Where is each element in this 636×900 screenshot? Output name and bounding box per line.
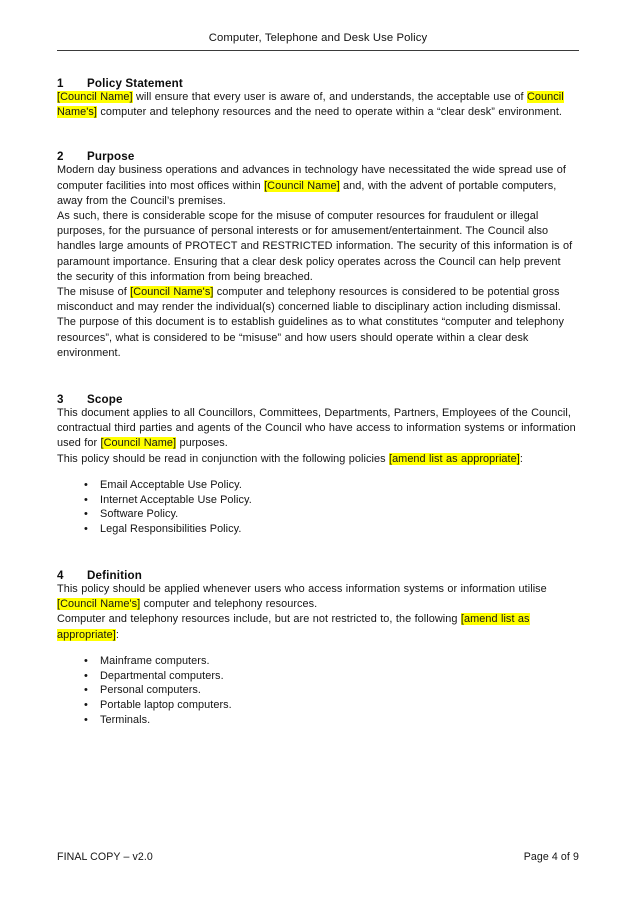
paragraph-text: This policy should be applied whenever users who access information systems or information utilise: [57, 583, 547, 596]
highlight-amend-list: [amend list as appropriate]: [57, 613, 530, 641]
list-item-label: Software Policy.: [100, 508, 179, 521]
document-body: [57, 32, 579, 900]
header-divider: [57, 50, 579, 51]
list-item-label: Mainframe computers.: [100, 654, 210, 667]
list-item-label: Portable laptop computers.: [100, 699, 232, 712]
list-item-label: Departmental computers.: [100, 669, 224, 682]
highlight-council-name: [Council Name]: [264, 179, 340, 192]
list-item-label: Internet Acceptable Use Policy.: [100, 493, 252, 506]
list-item-label: Legal Responsibilities Policy.: [100, 523, 242, 536]
bullet-icon: •: [84, 523, 88, 536]
list-item: [57, 713, 579, 728]
list-item: [57, 654, 579, 669]
page-footer: [57, 851, 579, 863]
heading-title-4: Definition: [87, 569, 142, 583]
paragraph-text: computer and telephony resources.: [140, 598, 318, 611]
paragraph-text: This policy should be read in conjunction with the following policies: [57, 452, 389, 465]
heading-scope: [57, 393, 579, 406]
paragraph-text: This document applies to all Councillors, Committees, Departments, Partners, Employees of the Council, contractual third parties and agents of the Council who have access to information systems or information used for: [57, 407, 576, 450]
paragraph-purpose-2: As such, there is considerable scope for the misuse of computer resources for fraudulent or illegal purposes, for the pursuance of personal interests or for amusement/entertainment. The Council also handles large amounts of PROTECT and RESTRICTED information. The security of this information is of paramount importance. Ensuring that a clear desk policy operates across the Council can help prevent the security of this information from being breached.: [57, 210, 573, 283]
paragraph-purpose-4: The purpose of this document is to establish guidelines as to what constitutes “computer and telephony resources”, what is considered to be “misuse” and how users should operate within a clear desk environment.: [57, 316, 565, 359]
paragraph-definition-1: [57, 582, 579, 612]
page-header-title: Computer, Telephone and Desk Use Policy: [208, 32, 428, 44]
list-item: [57, 522, 579, 537]
bullet-icon: •: [84, 684, 88, 697]
paragraph-text: computer and telephony resources and the need to operate within a “clear desk” environment.: [97, 106, 563, 119]
highlight-council-names: [Council Name's]: [130, 286, 214, 299]
resources-list: [57, 654, 579, 728]
list-item: [57, 507, 579, 522]
bullet-icon: •: [84, 508, 88, 521]
heading-number-4: 4: [57, 569, 64, 583]
list-item-label: Terminals.: [100, 714, 151, 727]
bullet-icon: •: [84, 493, 88, 506]
highlight-council-names: Council Name's]: [57, 91, 564, 119]
heading-title-1: Policy Statement: [87, 77, 183, 90]
list-item: [57, 698, 579, 713]
list-item: [57, 478, 579, 493]
highlight-council-name: [Council Name]: [57, 91, 133, 103]
heading-number-2: 2: [57, 150, 64, 164]
bullet-icon: •: [84, 699, 88, 712]
highlight-council-names: [Council Name's]: [57, 598, 141, 611]
paragraph-text: computer and telephony resources is considered to be potential gross misconduct and may render the individual(s) concerned liable to disciplinary action including dismissal.: [57, 286, 561, 314]
heading-definition: [57, 569, 579, 582]
paragraph-text: Computer and telephony resources include, but are not restricted to, the following: [57, 613, 461, 626]
heading-title-2: Purpose: [87, 150, 135, 164]
list-item-label: Personal computers.: [100, 684, 202, 697]
paragraph-text: and, with the advent of portable computers, away from the Council’s premises.: [57, 179, 557, 207]
paragraph-scope-1: [57, 406, 579, 452]
paragraph-purpose-3: [57, 285, 579, 315]
paragraph-text: will ensure that every user is aware of, and understands, the acceptable use of: [132, 91, 527, 103]
heading-title-3: Scope: [87, 393, 123, 407]
paragraph-policy-statement-1: [57, 90, 579, 120]
list-item-label: Email Acceptable Use Policy.: [100, 478, 242, 491]
heading-number-3: 3: [57, 393, 64, 407]
list-item: [57, 683, 579, 698]
bullet-icon: •: [84, 669, 88, 682]
heading-policy-statement: [57, 77, 579, 90]
footer-version-label: FINAL COPY – v2.0: [57, 851, 153, 863]
paragraph-definition-2: [57, 612, 579, 642]
paragraph-purpose-1: [57, 163, 579, 209]
paragraph-text: The misuse of: [57, 286, 131, 299]
list-item: [57, 669, 579, 684]
heading-number-1: 1: [57, 77, 64, 90]
bullet-icon: •: [84, 714, 88, 727]
list-item: [57, 493, 579, 508]
heading-purpose: [57, 150, 579, 163]
paragraph-text: :: [519, 452, 523, 465]
highlight-amend-list: [amend list as appropriate]: [388, 452, 520, 465]
related-policies-list: [57, 478, 579, 537]
paragraph-text: purposes.: [176, 437, 228, 450]
footer-page-number: Page 4 of 9: [523, 851, 579, 863]
paragraph-text: Modern day business operations and advances in technology have necessitated the wide spread use of computer facilities into most offices within: [57, 164, 566, 192]
highlight-council-name: [Council Name]: [100, 437, 177, 450]
bullet-icon: •: [84, 654, 88, 667]
bullet-icon: •: [84, 478, 88, 491]
paragraph-text: :: [115, 628, 119, 641]
paragraph-scope-2: [57, 452, 579, 467]
